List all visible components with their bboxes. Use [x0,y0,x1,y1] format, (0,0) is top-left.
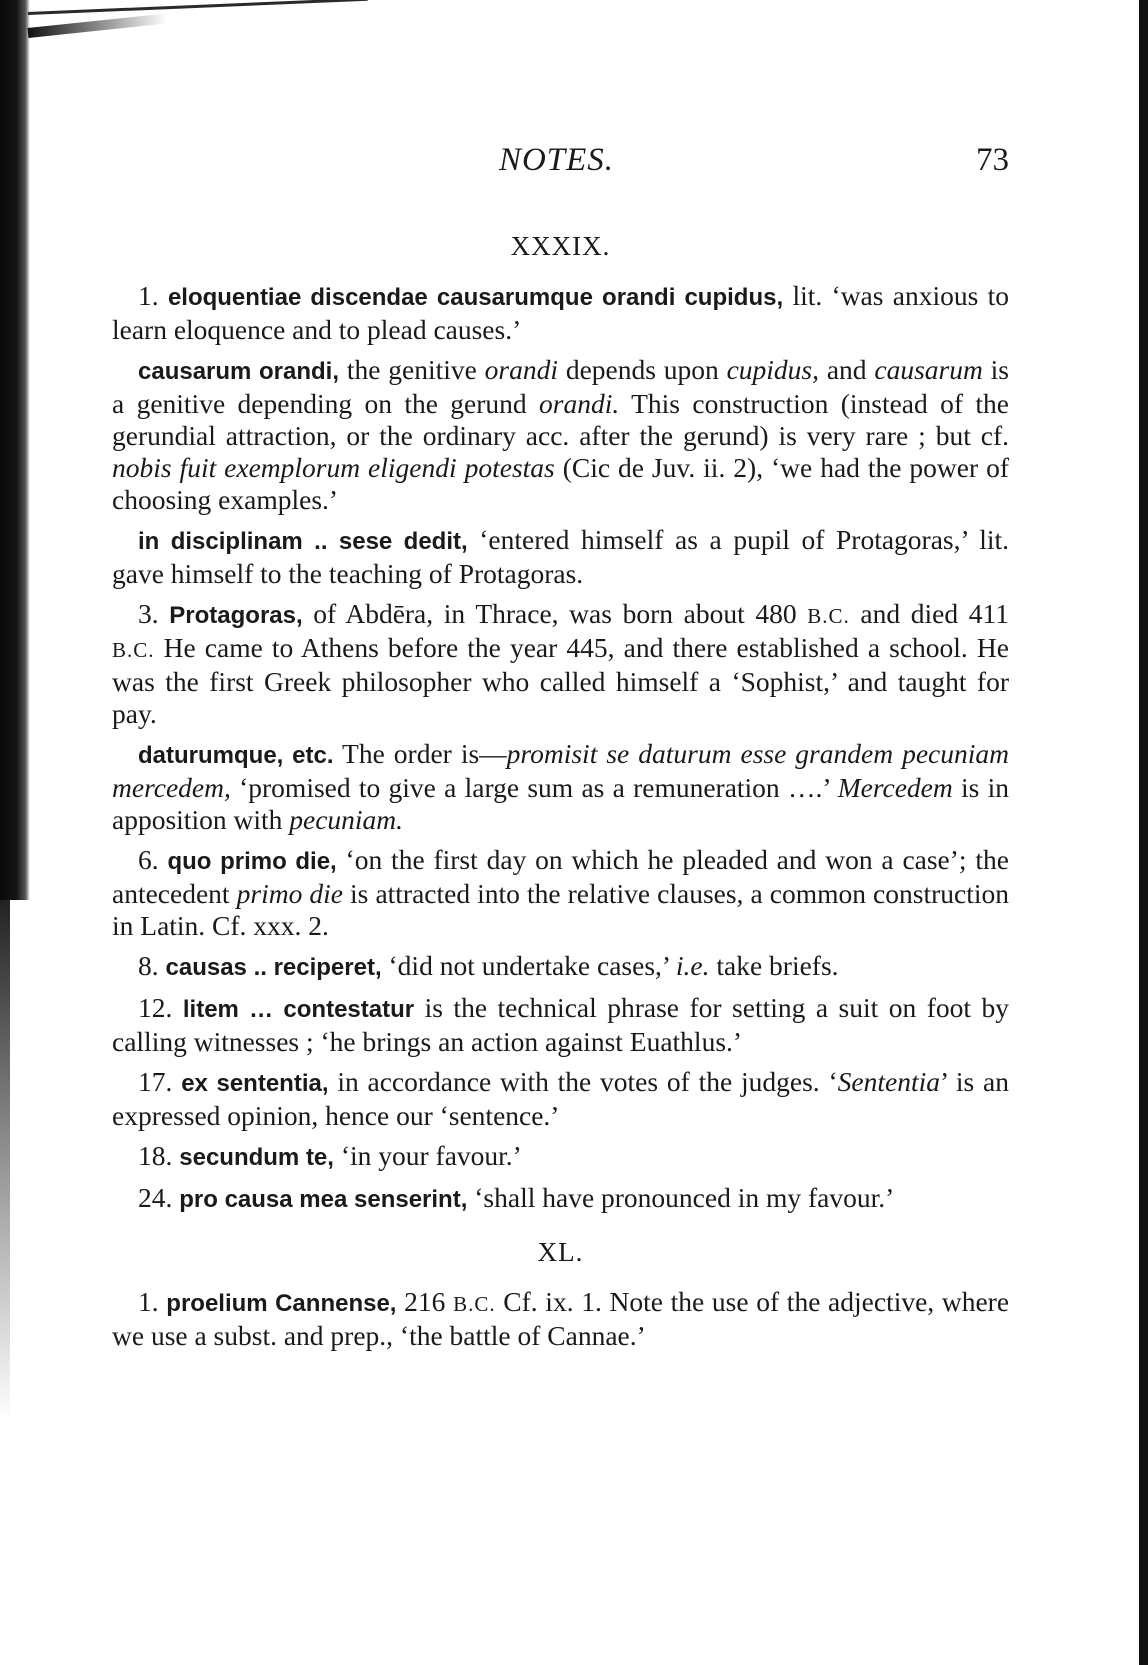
note-lemma: causas .. reciperet, [165,954,382,981]
note-lemma: Protagoras, [169,602,303,629]
note-text: He came to Athens before the year 445, and there established a school. He was the first Greek philosopher who called himself a ‘Sophist,’ and taught for pay. [112,632,1009,729]
latin-italic-text: primo die [236,878,343,909]
note-text: of Abdēra, in Thrace, was born about 480 [302,598,808,629]
note-lemma: in disciplinam .. sese dedit, [138,528,468,555]
note-paragraph [112,992,1009,1058]
latin-italic-text: i.e. [675,950,710,981]
note-text: 3. [138,598,170,629]
note-text: 17. [138,1066,182,1097]
latin-italic-text: nobis fuit exemplorum eligendi potestas [112,452,555,483]
note-lemma: daturumque, etc. [138,742,334,769]
note-text: the genitive [339,354,485,385]
note-text: 8. [138,950,166,981]
note-text: ‘did not undertake cases,’ [381,950,676,981]
note-text: 1. [138,280,168,311]
section-heading: XL. [537,1237,584,1267]
note-text: take briefs. [709,950,839,981]
note-text: in accordance with the votes of the judges. ‘ [328,1066,838,1097]
latin-italic-text: cupidus, [726,354,820,385]
note-paragraph [112,280,1009,346]
era-abbreviation: B.C. [807,604,850,628]
section-heading: XXXIX. [510,231,611,261]
note-text: (Cic de Juv. ii. 2), ‘we had the power of choosing examples.’ [112,452,1010,515]
note-text: ‘shall have pronounced in my favour.’ [467,1182,895,1213]
note-text: 1. [138,1286,167,1317]
note-lemma: litem … contestatur [182,996,415,1023]
latin-italic-text: pecuniam. [289,804,404,835]
book-binding-shadow-right [1139,0,1148,1665]
note-paragraph [112,1182,1009,1216]
note-text: 12. [138,992,183,1023]
note-text: lit. ‘was anxious to learn eloquence and to plead causes.’ [112,280,1010,345]
latin-italic-text: promisit se daturum esse grandem pecuniam mercedem, [112,738,1010,803]
note-text: 216 [396,1286,454,1317]
page-edge-shadow [27,13,167,38]
note-lemma: pro causa mea senserint, [179,1186,468,1213]
note-text: ‘entered himself as a pupil of Protagoras,’ lit. gave himself to the teaching of Protagoras. [112,524,1009,589]
note-text: and [819,354,875,385]
note-text: Cf. ix. 1. Note the use of the adjective, where we use a subst. and prep., ‘the battle of Cannae.’ [112,1286,1010,1351]
note-text: is attracted into the relative clauses, a common construction in Latin. Cf. xxx. 2. [112,878,1009,941]
note-text: 24. [138,1182,180,1213]
note-text: ’ is an expressed opinion, hence our ‘sentence.’ [112,1066,1010,1131]
note-text: is a genitive depending on the gerund [112,354,1010,419]
note-text: ‘promised to give a large sum as a remuneration ….’ [230,772,838,803]
note-text: is the technical phrase for setting a suit on foot by calling witnesses ; ‘he brings an action against Euathlus.’ [112,992,1010,1057]
latin-italic-text: Mercedem [837,772,953,803]
note-paragraph [112,1140,1009,1174]
running-head: NOTES. [498,142,615,178]
note-text: and died 411 [849,598,1009,629]
note-lemma: proelium Cannense, [166,1290,397,1317]
note-text: ‘in your favour.’ [333,1140,522,1171]
note-text: ‘on the first day on which he pleaded and won a case’; the antecedent [112,844,1009,909]
latin-italic-text: orandi. [539,388,620,419]
page-number: 73 [976,142,1009,178]
note-text: depends upon [558,354,727,385]
note-paragraph [112,844,1009,942]
note-paragraph [112,354,1009,516]
note-text: This construction (instead of the gerundial attraction, or the ordinary acc. after the gerund) is very rare ; but cf. [112,388,1009,451]
note-paragraph [112,524,1009,590]
note-lemma: causarum orandi, [138,358,340,385]
note-paragraph [112,738,1009,836]
note-text: The order is— [333,738,507,769]
book-binding-shadow-left [0,0,30,900]
note-paragraph [112,950,1009,984]
note-lemma: secundum te, [179,1144,334,1171]
page-header [104,142,1009,192]
note-lemma: ex sententia, [181,1070,329,1097]
notes-text-block [112,230,1009,1360]
note-lemma: quo primo die, [167,848,337,875]
note-paragraph [112,598,1009,730]
note-text: 6. [138,844,168,875]
note-text: is in apposition with [112,772,1009,835]
latin-italic-text: orandi [484,354,558,385]
page-edge-line [28,0,368,15]
latin-italic-text: causarum [874,354,983,385]
latin-italic-text: Sententia [837,1066,940,1097]
era-abbreviation: B.C. [112,638,155,662]
note-text: 18. [138,1140,180,1171]
note-lemma: eloquentiae discendae causarumque orandi cupidus, [167,284,784,311]
era-abbreviation: B.C. [453,1292,496,1316]
note-paragraph [112,1066,1009,1132]
note-paragraph [112,1286,1009,1352]
book-binding-fade-left [0,900,10,1420]
